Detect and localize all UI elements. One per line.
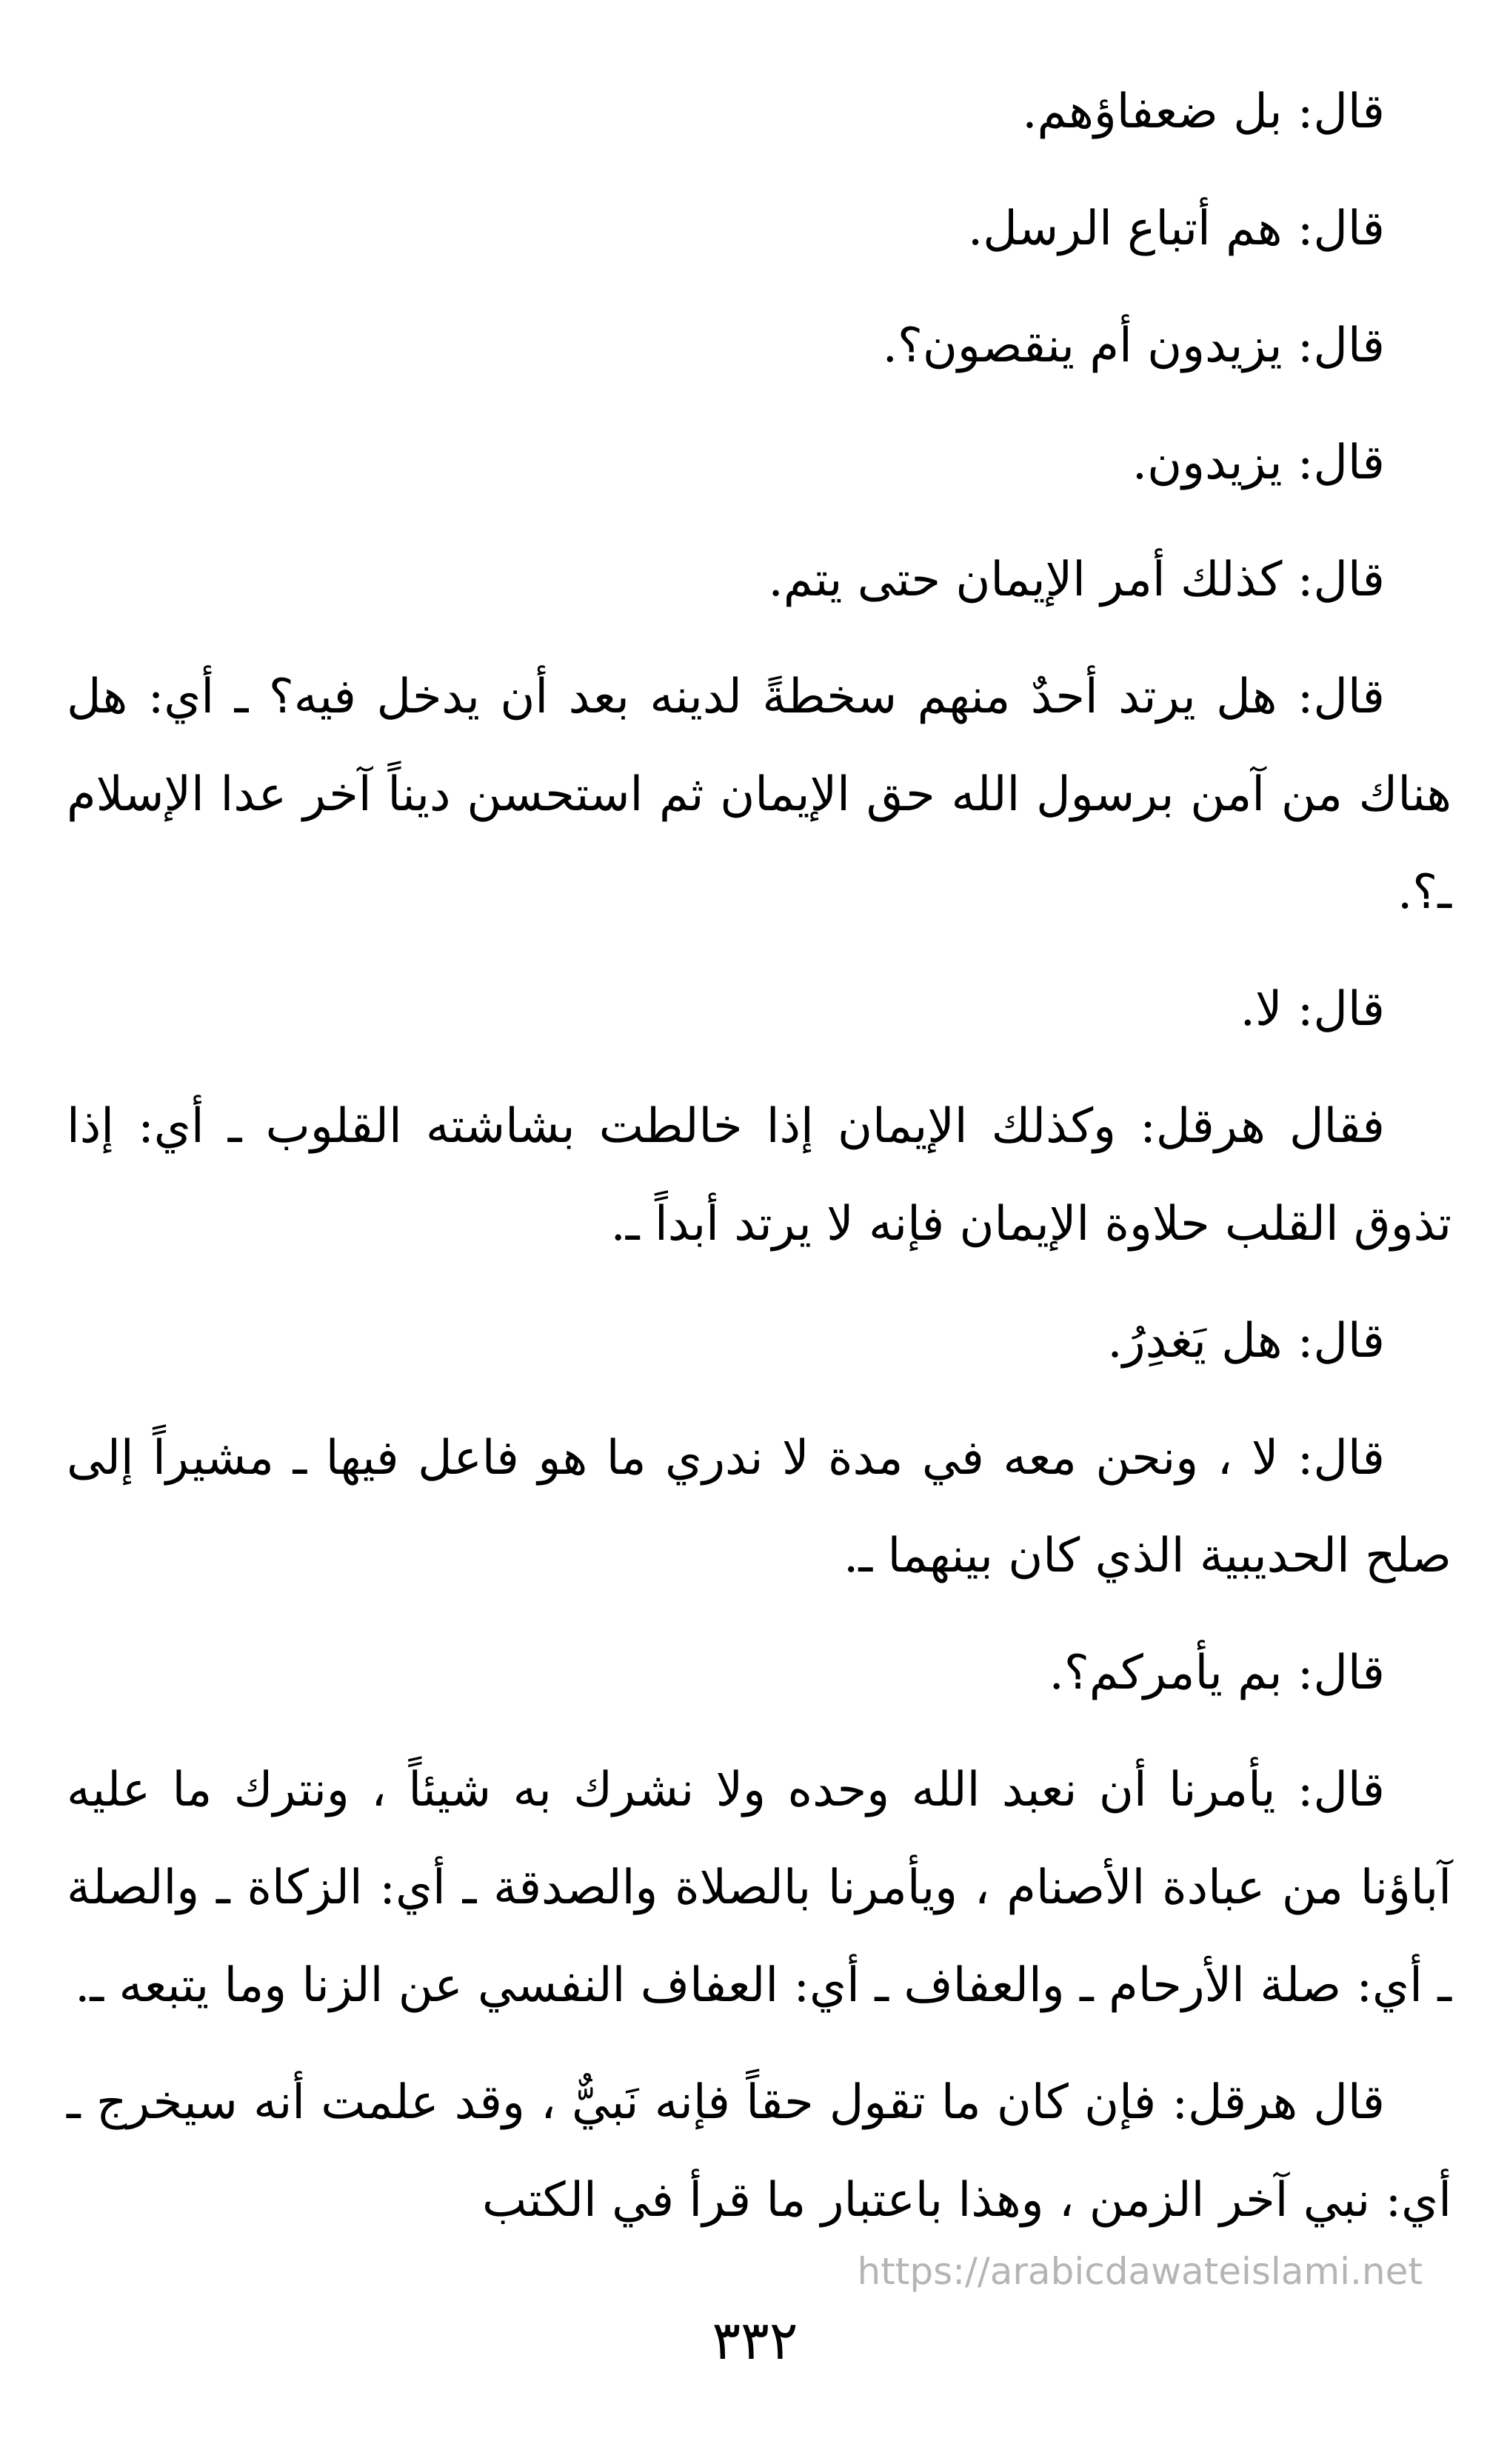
- paragraph: قال: يزيدون أم ينقصون؟.: [882, 318, 1385, 373]
- paragraph: قال: هم أتباع الرسل.: [967, 201, 1385, 256]
- paragraph: قال: لا.: [1240, 982, 1385, 1037]
- paragraph: قال: كذلك أمر الإيمان حتى يتم.: [768, 552, 1385, 607]
- paragraph: فقال هرقل: وكذلك الإيمان إذا خالطت بشاشته القلوب ـ أي: إذا تذوق القلب حلاوة الإيمان فإنه لا يرتد أبداً ـ.: [67, 1099, 1451, 1252]
- paragraph: قال: يأمرنا أن نعبد الله وحده ولا نشرك به شيئاً ، ونترك ما عليه آباؤنا من عبادة الأصنام ، ويأمرنا بالصلاة والصدقة ـ أي: الزكاة ـ والصلة ـ أي: صلة الأرحام ـ والعفاف ـ أي: العفاف النفسي عن الزنا وما يتبعه ـ.: [67, 1763, 1451, 2013]
- paragraph: قال: بم يأمركم؟.: [1049, 1646, 1385, 1700]
- paragraph: قال هرقل: فإن كان ما تقول حقاً فإنه نَبيٌّ ، وقد علمت أنه سيخرج ـ أي: نبي آخر الزمن ، وهذا باعتبار ما قرأ في الكتب: [67, 2075, 1451, 2228]
- paragraph: قال: هل يَغدِرُ.: [1107, 1314, 1385, 1369]
- watermark-url: https://arabicdawateislami.net: [857, 2250, 1423, 2293]
- page-number: ٣٣٢: [712, 2309, 798, 2371]
- paragraph: قال: بل ضعفاؤهم.: [1022, 84, 1385, 139]
- page-body-text: [67, 63, 1451, 2268]
- paragraph: قال: هل يرتد أحدٌ منهم سخطةً لدينه بعد أن يدخل فيه؟ ـ أي: هل هناك من آمن برسول الله حق الإيمان ثم استحسن ديناً آخر عدا الإسلام ـ؟.: [67, 670, 1451, 920]
- paragraph: قال: لا ، ونحن معه في مدة لا ندري ما هو فاعل فيها ـ مشيراً إلى صلح الحديبية الذي كان بينهما ـ.: [67, 1431, 1451, 1583]
- paragraph: قال: يزيدون.: [1132, 435, 1385, 490]
